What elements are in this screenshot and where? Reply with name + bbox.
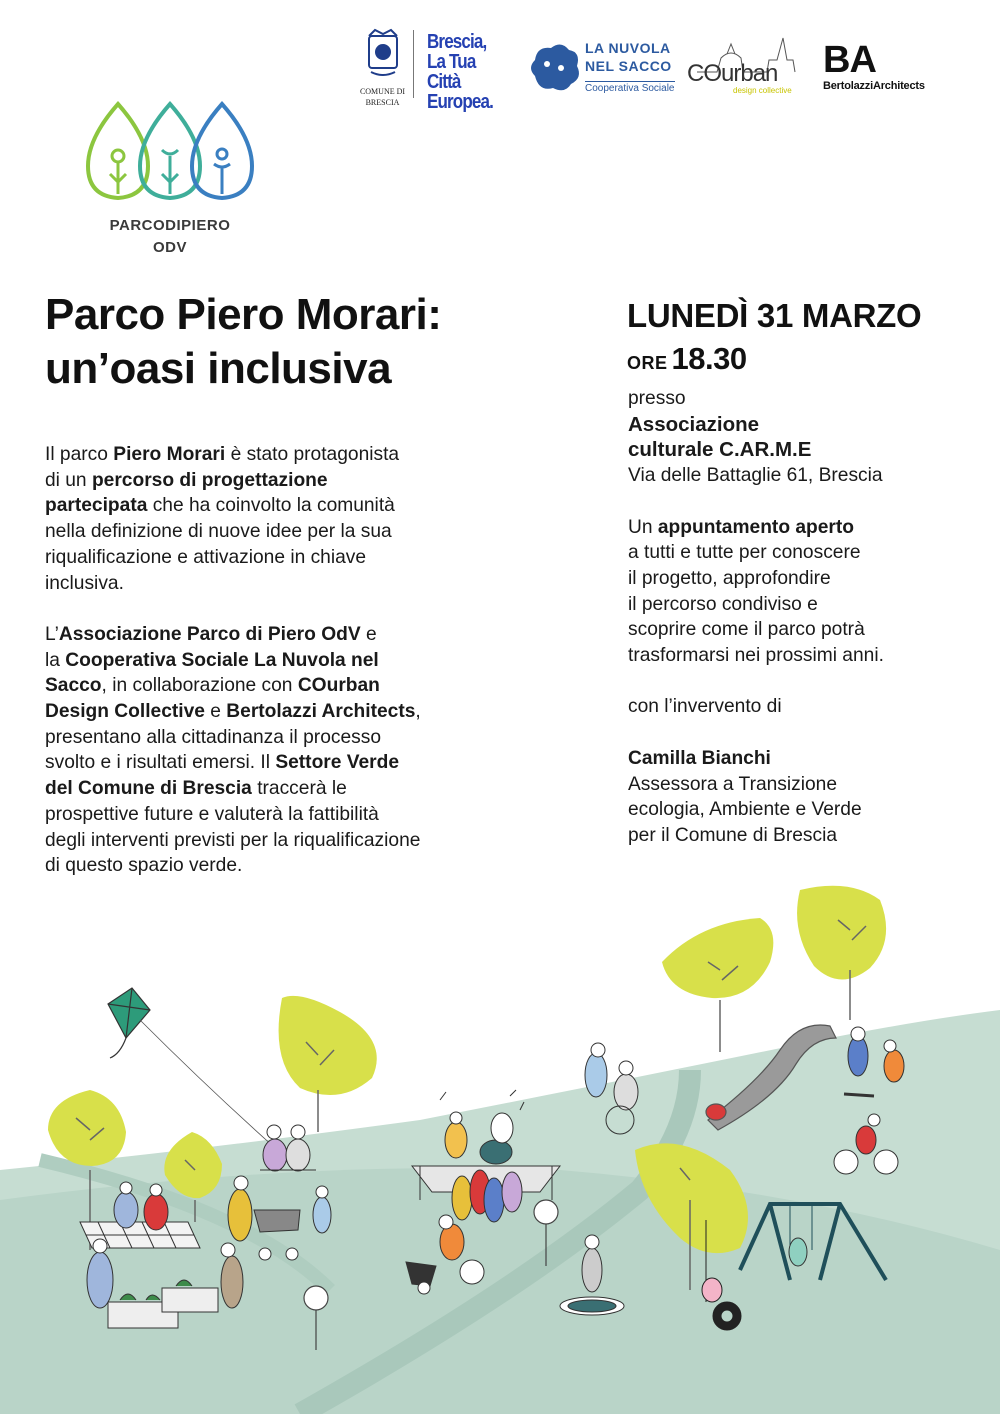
bertolazzi-logo	[823, 39, 953, 102]
comune-brescia-logo	[355, 28, 410, 107]
page-title	[45, 288, 605, 396]
parcodipiero-logo	[80, 98, 260, 268]
partner-logos	[355, 28, 955, 113]
ba-name: BertolazziArchitects	[823, 80, 925, 92]
comune-label-1: COMUNE DI	[359, 87, 406, 96]
invite-line: a tutti e tutte per conoscere	[628, 542, 861, 564]
time-value: 18.30	[671, 341, 747, 376]
logo-divider	[413, 30, 414, 98]
cloud-icon	[525, 38, 583, 96]
text-run: traccerà le	[251, 778, 347, 800]
text-run: di un	[45, 469, 92, 491]
invite-line: scoprire come il parco potrà	[628, 619, 865, 641]
text-run-bold: Bertolazzi Architects	[226, 701, 416, 723]
text-run: nella definizione di nuove idee per la sua	[45, 521, 392, 543]
invite-line: trasformarsi nei prossimi anni.	[628, 645, 884, 667]
nuvola-nel-sacco-logo	[525, 38, 675, 98]
text-run-bold: appuntamento aperto	[657, 516, 855, 538]
park-illustration	[0, 870, 1000, 1414]
text-run-bold: Settore Verde	[275, 752, 400, 774]
text-run-bold: Cooperativa Sociale La Nuvola nel	[65, 649, 379, 671]
venue-address: Via delle Battaglie 61, Brescia	[628, 465, 883, 487]
ba-mark: BA	[823, 39, 876, 81]
text-run: Il parco	[45, 444, 114, 465]
text-run-bold: Piero Morari	[113, 444, 226, 465]
brescia-europea-line-2: La Tua Città	[427, 51, 476, 93]
text-run: , in collaborazione con	[101, 675, 298, 697]
text-run: e	[204, 701, 227, 723]
text-run-bold: Camilla Bianchi	[628, 747, 771, 769]
text-run: Un	[628, 516, 658, 538]
people-bench	[260, 1125, 316, 1171]
text-run: svolto e i risultati emersi. Il	[45, 752, 276, 774]
event-time	[627, 341, 747, 377]
courban-sub: design collective	[733, 86, 792, 95]
venue-line-2: culturale C.AR.M.E	[628, 438, 812, 462]
text-run: inclusiva.	[45, 572, 124, 594]
text-run-bold: Design Collective	[45, 701, 205, 723]
org-name: PARCODIPIERO	[109, 217, 231, 234]
speaker-role: Assessora a Transizione	[628, 773, 838, 795]
speaker-name	[628, 746, 968, 772]
title-line-2: un’oasi inclusiva	[45, 344, 392, 393]
three-leaves-icon	[80, 98, 260, 210]
text-run: riqualificazione e attivazione in chiave	[45, 546, 367, 568]
event-date: LUNEDÌ 31 MARZO	[627, 297, 922, 334]
nuvola-line-3: Cooperativa Sociale	[585, 83, 675, 94]
intro-paragraph-2	[45, 622, 485, 879]
brescia-europea-line-3: Europea.	[427, 91, 493, 113]
time-prefix: ORE	[627, 353, 668, 373]
speaker-role: ecologia, Ambiente e Verde	[628, 799, 862, 821]
tree	[279, 996, 377, 1132]
text-run-bold: del Comune di Brescia	[45, 778, 252, 800]
presso-label: presso	[628, 388, 686, 409]
text-run: e	[360, 623, 377, 645]
text-run: prospettive future e valuterà la fattibilità	[45, 803, 379, 825]
text-run: ,	[415, 701, 421, 723]
text-run: di questo spazio verde.	[45, 855, 243, 877]
text-run-bold: percorso di progettazione	[91, 469, 328, 491]
coat-of-arms-icon	[363, 28, 403, 80]
invite-line: il percorso condiviso e	[628, 593, 818, 615]
org-type: ODV	[152, 239, 187, 256]
tree	[797, 886, 886, 1020]
text-run: la	[45, 649, 66, 671]
brescia-europea-logo	[427, 31, 519, 113]
nuvola-line-1: LA NUVOLA	[585, 40, 671, 56]
brescia-europea-line-1: Brescia,	[427, 31, 487, 53]
text-run: degli interventi previsti per la riqualificazione	[45, 829, 421, 851]
text-run: presentano alla cittadinanza il processo	[45, 726, 381, 748]
courban-name: COurban	[687, 60, 778, 87]
title-line-1: Parco Piero Morari:	[45, 290, 442, 339]
comune-label-2: BRESCIA	[365, 98, 400, 107]
nuvola-line-2: NEL SACCO	[585, 58, 672, 74]
text-run: L’	[45, 623, 59, 645]
text-run-bold: partecipata	[45, 495, 148, 517]
event-details	[628, 386, 968, 849]
speaker-role: per il Comune di Brescia	[628, 824, 838, 846]
invite-line: il progetto, approfondire	[628, 567, 831, 589]
text-run-bold: COurban	[297, 675, 380, 697]
text-run: che ha coinvolto la comunità	[147, 495, 395, 517]
tree	[662, 918, 773, 1052]
invite-line-1	[628, 515, 968, 541]
text-run-bold: Associazione Parco di Piero OdV	[58, 623, 361, 645]
intro-paragraph-1	[45, 442, 485, 596]
venue-line-1: Associazione	[628, 412, 760, 436]
courban-logo	[687, 36, 805, 98]
text-run: è stato protagonista	[225, 444, 400, 465]
intro-text	[45, 442, 485, 879]
intervento-label: con l’invervento di	[628, 696, 782, 718]
text-run-bold: Sacco	[45, 675, 102, 697]
